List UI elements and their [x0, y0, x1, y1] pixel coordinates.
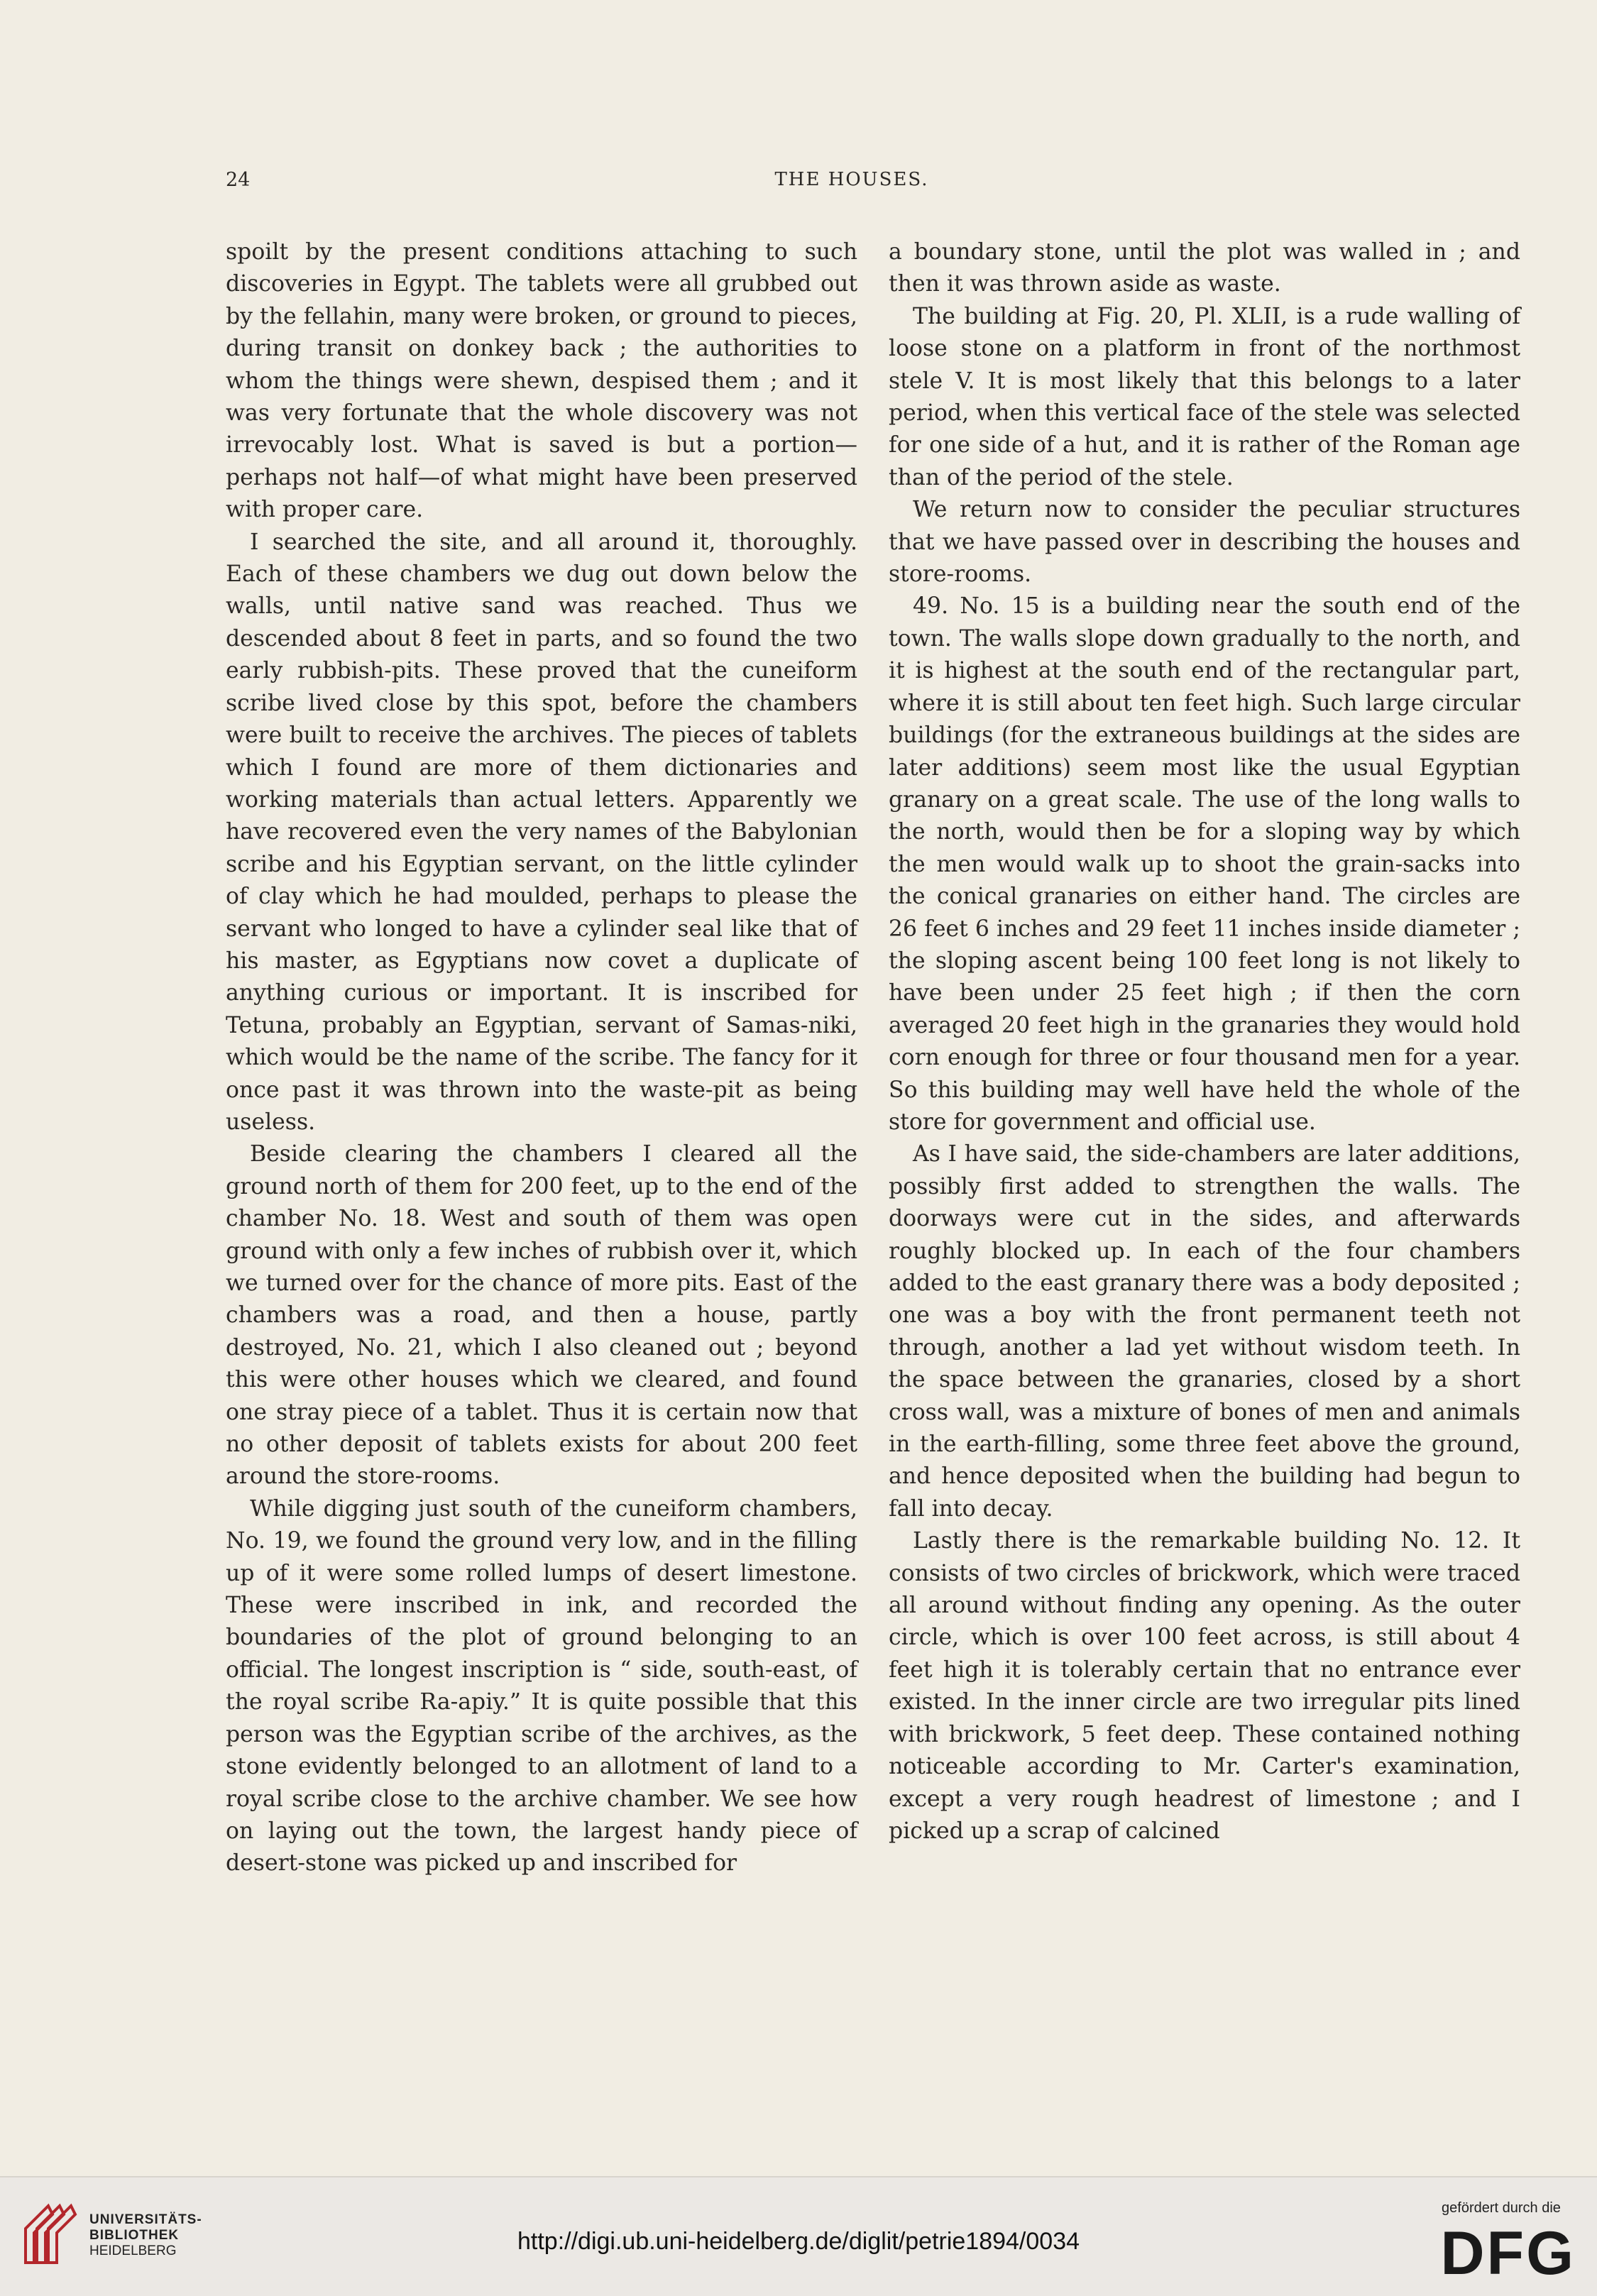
dfg-logo: DFG — [1440, 2219, 1576, 2287]
page-number: 24 — [226, 169, 251, 191]
paragraph: The building at Fig. 20, Pl. XLII, is a rude walling of loose stone on a platform in front of the northmost stele V. It is most likely that this belongs to a later period, when this vertical face of the stele was selected for one side of a hut, and it is rather of the Roman age than of the period of the stele. — [889, 303, 1520, 490]
library-name-line: HEIDELBERG — [89, 2243, 177, 2258]
paragraph: spoilt by the present conditions attaching to such discoveries in Egypt. The tablets were all grubbed out by the fellahin, many were broken, or ground to pieces, during transit on donkey back ; the authorities to whom the things were shewn, despised them ; and it was very fortunate that the whole discovery was not irrevocably lost. What is saved is but a portion—perhaps not half—of what might have been preserved with proper care. — [226, 239, 857, 523]
library-name-line: UNIVERSITÄTS- — [89, 2212, 202, 2227]
library-name-line: BIBLIOTHEK — [89, 2228, 180, 2243]
sponsor-text: gefördert durch die — [1442, 2200, 1561, 2216]
right-column — [889, 236, 1520, 1847]
paragraph: I searched the site, and all around it, thoroughly. Each of these chambers we dug out down below the walls, until native sand was reached. Thus we descended about 8 feet in parts, and so found the two early rubbish-pits. These proved that the cuneiform scribe lived close by this spot, before the chambers were built to receive the archives. The pieces of tablets which I found are more of them dictionaries and working materials than actual letters. Apparently we have recovered even the very names of the Babylonian scribe and his Egyptian servant, on the little cylinder of clay which he had moulded, perhaps to please the servant who longed to have a cylinder seal like that of his master, as Egyptians now covet a duplicate of anything curious or important. It is inscribed for Tetuna, probably an Egyptian, servant of Samas-niki, which would be the name of the scribe. The fancy for it once past it was thrown into the waste-pit as being useless. — [226, 529, 857, 1135]
running-title: THE HOUSES. — [774, 169, 929, 190]
paragraph: Beside clearing the chambers I cleared all the ground north of them for 200 feet, up to the end of the chamber No. 18. West and south of them was open ground with only a few inches of rubbish over it, which we turned over for the chance of more pits. East of the chambers was a road, and then a house, partly destroyed, No. 21, which I also cleaned out ; beyond this were other houses which we cleared, and found one stray piece of a tablet. Thus it is certain now that no other deposit of tablets exists for about 200 feet around the store-rooms. — [226, 1141, 857, 1490]
paragraph: We return now to consider the peculiar structures that we have passed over in describing the houses and store-rooms. — [889, 497, 1520, 588]
permalink-url[interactable]: http://digi.ub.uni-heidelberg.de/diglit/petrie1894/0034 — [517, 2228, 1080, 2255]
paragraph: While digging just south of the cuneiform chambers, No. 19, we found the ground very low, and in the filling up of it were some rolled lumps of desert limestone. These were inscribed in ink, and recorded the boundaries of the plot of ground belonging to an official. The longest inscription is “ side, south-east, of the royal scribe Ra-apiy.” It is quite possible that this person was the Egyptian scribe of the archives, as the stone evidently belonged to an allotment of land to a royal scribe close to the archive chamber. We see how on laying out the town, the largest handy piece of desert-stone was picked up and inscribed for — [226, 1495, 857, 1877]
left-column — [226, 236, 857, 1880]
paragraph: Lastly there is the remarkable building No. 12. It consists of two circles of brickwork, which were traced all around without finding any opening. As the outer circle, which is over 100 feet across, is still about 4 feet high it is tolerably certain that no entrance ever existed. In the inner circle are two irregular pits lined with brickwork, 5 feet deep. These contained nothing noticeable according to Mr. Carter's examination, except a very rough headrest of limestone ; and I picked up a scrap of calcined — [889, 1528, 1520, 1844]
page-header — [226, 169, 1478, 200]
paragraph: a boundary stone, until the plot was walled in ; and then it was thrown aside as waste. — [889, 239, 1520, 297]
paragraph: 49. No. 15 is a building near the south end of the town. The walls slope down gradually to the north, and it is highest at the south end of the rectangular part, where it is still about ten feet high. Such large circular buildings (for the extraneous buildings at the sides are later additions) seem most like the usual Egyptian granary on a great scale. The use of the long walls to the north, would then be for a sloping way by which the men would walk up to shoot the grain-sacks into the conical granaries on either hand. The circles are 26 feet 6 inches and 29 feet 11 inches inside diameter ; the sloping ascent being 100 feet long is not likely to have been under 25 feet high ; if then the corn averaged 20 feet high in the granaries they would hold corn enough for three or four thousand men for a year. So this building may well have held the whole of the store for government and official use. — [889, 593, 1520, 1135]
paragraph: As I have said, the side-chambers are later additions, possibly first added to strengthen the walls. The doorways were cut in the sides, and afterwards roughly blocked up. In each of the four chambers added to the east granary there was a body deposited ; one was a boy with the front permanent teeth not through, another a lad yet without wisdom teeth. In the space between the granaries, closed by a short cross wall, was a mixture of bones of men and animals in the earth-filling, some three feet above the ground, and hence deposited when the building had begun to fall into decay. — [889, 1141, 1520, 1522]
